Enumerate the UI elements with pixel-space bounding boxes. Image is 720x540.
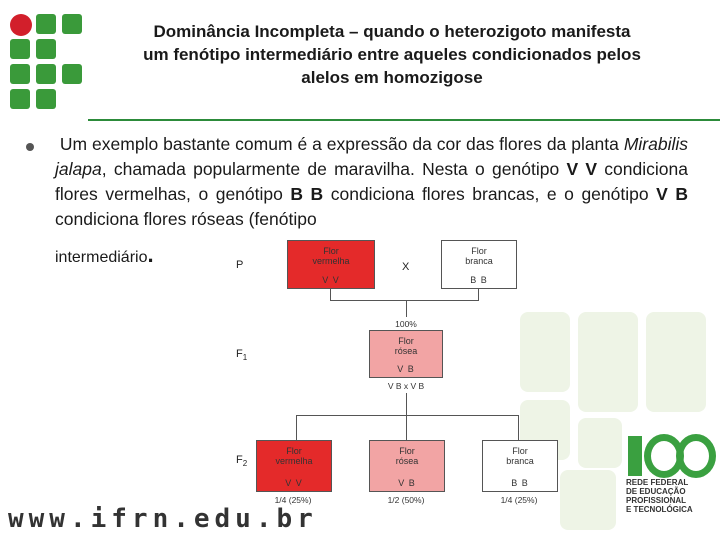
logo-square: [36, 39, 56, 59]
gen-subscript: 1: [242, 353, 248, 363]
f2-ratio-label: 1/4 (25%): [500, 495, 538, 505]
body-text: condiciona flores brancas, e o genótipo: [323, 184, 657, 204]
f2-pink-flower-box: [369, 440, 445, 492]
genotype-label: V B: [397, 364, 415, 374]
bullet-icon: [26, 143, 34, 151]
body-text: , chamada popularmente de maravilha. Nesta o genótipo: [101, 159, 567, 179]
bg-square: [520, 312, 570, 392]
connector-line: [296, 415, 297, 440]
f1-cross-label: V B x V B: [387, 381, 425, 391]
flower-label: Flor: [286, 446, 302, 456]
title-line: um fenótipo intermediário entre aqueles condicionados pelos: [143, 45, 641, 64]
genotype-label: B B: [511, 478, 529, 488]
connector-line: [406, 393, 407, 415]
anniversary-badge: [626, 432, 718, 536]
logo-square: [36, 14, 56, 34]
genotype-label: V B: [398, 478, 416, 488]
p-white-flower-box: [441, 240, 517, 289]
logo-square: [10, 39, 30, 59]
flower-label: branca: [465, 256, 493, 266]
logo-square: [62, 64, 82, 84]
body-text: Um exemplo bastante comum é a expressão da cor das flores da planta: [59, 134, 624, 154]
badge-line: PROFISSIONAL: [626, 496, 687, 505]
logo-square: [10, 64, 30, 84]
flower-label: Flor: [398, 336, 414, 346]
f2-ratio-label: 1/2 (50%): [387, 495, 425, 505]
badge-text: [626, 478, 718, 514]
body-text: condiciona flores róseas (fenótipo: [55, 209, 317, 229]
flower-label: vermelha: [275, 456, 313, 466]
genotype-label: B B: [470, 275, 488, 285]
cross-x-label: X: [402, 261, 410, 273]
body-text: intermediário: [55, 249, 148, 266]
flower-label: Flor: [512, 446, 528, 456]
connector-line: [406, 415, 407, 440]
title-line: alelos em homozigose: [301, 68, 483, 87]
body-text: condiciona flores vermelhas, o genótipo: [55, 159, 688, 204]
logo-square: [36, 64, 56, 84]
connector-line: [330, 300, 479, 301]
genotype-bb: B B: [290, 184, 324, 204]
gen-letter: F: [236, 454, 243, 466]
genotype-label: V V: [322, 275, 340, 285]
connector-line: [296, 415, 518, 416]
body-last-line: [55, 242, 154, 268]
bg-square: [578, 418, 622, 468]
bg-square: [578, 312, 638, 412]
logo-square: [62, 14, 82, 34]
badge-digit-one: [628, 436, 642, 476]
flower-label: Flor: [471, 246, 487, 256]
badge-ring: [676, 434, 716, 478]
gen-letter: F: [236, 348, 243, 360]
connector-line: [518, 415, 519, 440]
header-rule: [88, 119, 720, 121]
connector-line: [330, 288, 331, 300]
footer-url: www.ifrn.edu.br: [8, 504, 318, 534]
logo-square: [10, 89, 30, 109]
body-period: .: [147, 242, 154, 267]
page-title: [92, 20, 692, 89]
badge-line: DE EDUCAÇÃO: [626, 487, 686, 496]
logo-red-dot: [10, 14, 32, 36]
badge-line: REDE FEDERAL: [626, 478, 689, 487]
institute-logo: [10, 14, 84, 110]
generation-f1-label: [236, 348, 247, 362]
bg-square: [646, 312, 706, 412]
bg-square: [560, 470, 616, 530]
flower-label: rósea: [394, 346, 418, 356]
flower-label: vermelha: [312, 256, 350, 266]
gen-subscript: 2: [242, 459, 248, 469]
genotype-label: V V: [285, 478, 303, 488]
flower-label: rósea: [395, 456, 419, 466]
f2-red-flower-box: [256, 440, 332, 492]
connector-line: [406, 300, 407, 317]
genotype-vv: V V: [566, 159, 598, 179]
title-line: Dominância Incompleta – quando o heterozigoto manifesta: [153, 22, 631, 41]
f2-ratio-label: 1/4 (25%): [274, 495, 312, 505]
flower-label: Flor: [323, 246, 339, 256]
f1-pink-flower-box: [369, 330, 443, 378]
logo-square: [36, 89, 56, 109]
flower-label: branca: [506, 456, 534, 466]
flower-label: Flor: [399, 446, 415, 456]
f1-percentage: 100%: [395, 319, 417, 329]
species-name: Mirabilis jalapa: [55, 134, 688, 179]
connector-line: [478, 288, 479, 300]
f2-white-flower-box: [482, 440, 558, 492]
badge-line: E TECNOLÓGICA: [626, 505, 693, 514]
genotype-vb: V B: [656, 184, 688, 204]
generation-p-label: P: [236, 259, 244, 271]
body-paragraph: [55, 132, 688, 232]
p-red-flower-box: [287, 240, 375, 289]
generation-f2-label: [236, 454, 247, 468]
